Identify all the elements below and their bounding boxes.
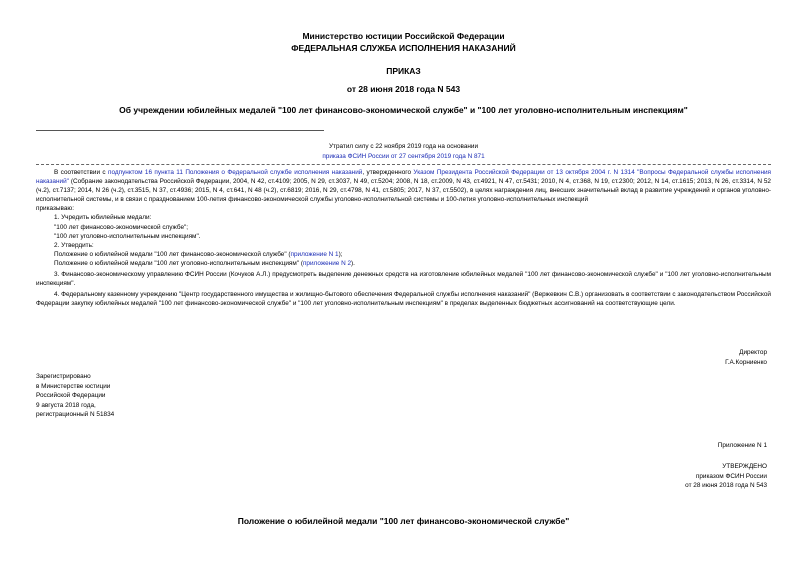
item-1: 1. Учредить юбилейные медали: <box>54 214 152 222</box>
service-name: ФЕДЕРАЛЬНАЯ СЛУЖБА ИСПОЛНЕНИЯ НАКАЗАНИЙ <box>291 43 516 53</box>
item-1b: "100 лет уголовно-исполнительным инспекциям". <box>54 232 201 240</box>
item-2b: Положение о юбилейной медали "100 лет уголовно-исполнительным инспекциям" (приложение N 2). <box>54 259 355 267</box>
approved-word: УТВЕРЖДЕНО <box>722 463 767 470</box>
order-word: приказываю: <box>36 205 74 213</box>
separator-line <box>36 130 324 131</box>
section-title: Положение о юбилейной медали "100 лет финансово-экономической службе" <box>237 516 570 526</box>
repeal-note: Утратил силу с 22 ноября 2019 года на основании <box>328 143 479 150</box>
approved-date: от 28 июня 2018 года N 543 <box>685 482 767 489</box>
approval-block <box>685 462 767 491</box>
signature-name: Г.А.Корниенко <box>725 358 767 366</box>
order-body <box>36 168 771 308</box>
appendix-2-link[interactable]: приложение N 2 <box>302 259 352 267</box>
repeal-order-link[interactable]: приказа ФСИН России от 27 сентября 2019 года N 871 <box>322 153 485 160</box>
item-2a: Положение о юбилейной медали "100 лет финансово-экономической службе" (приложение N 1); <box>54 250 343 258</box>
signature-position: Директор <box>739 349 767 356</box>
registration-block: Зарегистрировано в Министерстве юстиции Российской Федерации 9 августа 2018 года, регистрационный N 51834 <box>36 373 115 419</box>
signature-block <box>725 348 767 367</box>
item-4: 4. Федеральному казенному учреждению "Центр государственного имущества и жилищно-бытового обеспечения Федеральной службы исполнения наказаний" (Вержевкин С.В.) организовать в соответствии с законодательством Российской Федерации закупку юбилейных медалей "100 лет финансово-экономической службе" и "100 лет уголовно-исполнительным инспекциям" в пределах выделенных бюджетных ассигнований на соответствующие цели. <box>36 291 771 308</box>
preamble-paragraph: В соответствии с подпунктом 16 пункта 11 Положения о Федеральной службе исполнения наказаний, утвержденного Указом Президента Российской Федерации от 13 октября 2004 г. N 1314 "Вопросы Федеральной службы исполнения наказаний" (Собрание законодательства Российской Федерации, 2004, N 42, ст.4109; 2005, N 29, ст.3037, N 49, ст.5204; 2008, N 18, ст.2009, N 43, ст.4921, N 47, ст.5431; 2010, N 4, ст.368, N 19, ст.2300; 2012, N 14, ст.1615; 2013, N 26, ст.3314, N 52 (ч.2), ст.7137; 2014, N 26 (ч.2), ст.3515, N 37, ст.4936; 2015, N 4, ст.641, N 48 (ч.2), ст.6819; 2016, N 29, ст.4798, N 41, ст.5805; 2017, N 37, ст.5502), в целях награждения лиц, внесших значительный вклад в развитие учреждений и органов уголовно-исполнительной системы, и в связи с празднованием 100-летия финансово-экономической службы уголовно-исполнительной системы и 100-летия уголовно-исполнительных инспекций <box>36 169 772 204</box>
appendix-1-link[interactable]: приложение N 1 <box>290 250 339 258</box>
item-3: 3. Финансово-экономическому управлению ФСИН России (Кочуков А.Л.) предусмотреть выделение денежных средств на изготовление юбилейных медалей "100 лет финансово-экономической службе" и "100 лет уголовно-исполнительным инспекциям". <box>36 271 771 288</box>
doc-title: Об учреждении юбилейных медалей "100 лет финансово-экономической службе" и "100 лет уголовно-исполнительным инспекциям" <box>119 105 688 115</box>
dashed-separator <box>36 164 771 165</box>
doc-type: ПРИКАЗ <box>386 66 421 76</box>
decree-link[interactable]: Указом Президента Российской Федерации от 13 октября 2004 г. N 1314 "Вопросы Федеральной службы исполнения наказаний" <box>36 169 772 186</box>
ministry-name: Министерство юстиции Российской Федерации <box>302 31 505 41</box>
doc-date-number: от 28 июня 2018 года N 543 <box>346 84 461 94</box>
approved-by: приказом ФСИН России <box>695 472 767 480</box>
item-1a: "100 лет финансово-экономической службе"; <box>54 223 189 231</box>
appendix-label: Приложение N 1 <box>717 442 767 449</box>
repeal-note-link-row <box>0 152 807 162</box>
regulation-link[interactable]: подпунктом 16 пункта 11 Положения о Федеральной службе исполнения наказаний <box>108 169 363 176</box>
item-2: 2. Утвердить: <box>54 241 94 249</box>
